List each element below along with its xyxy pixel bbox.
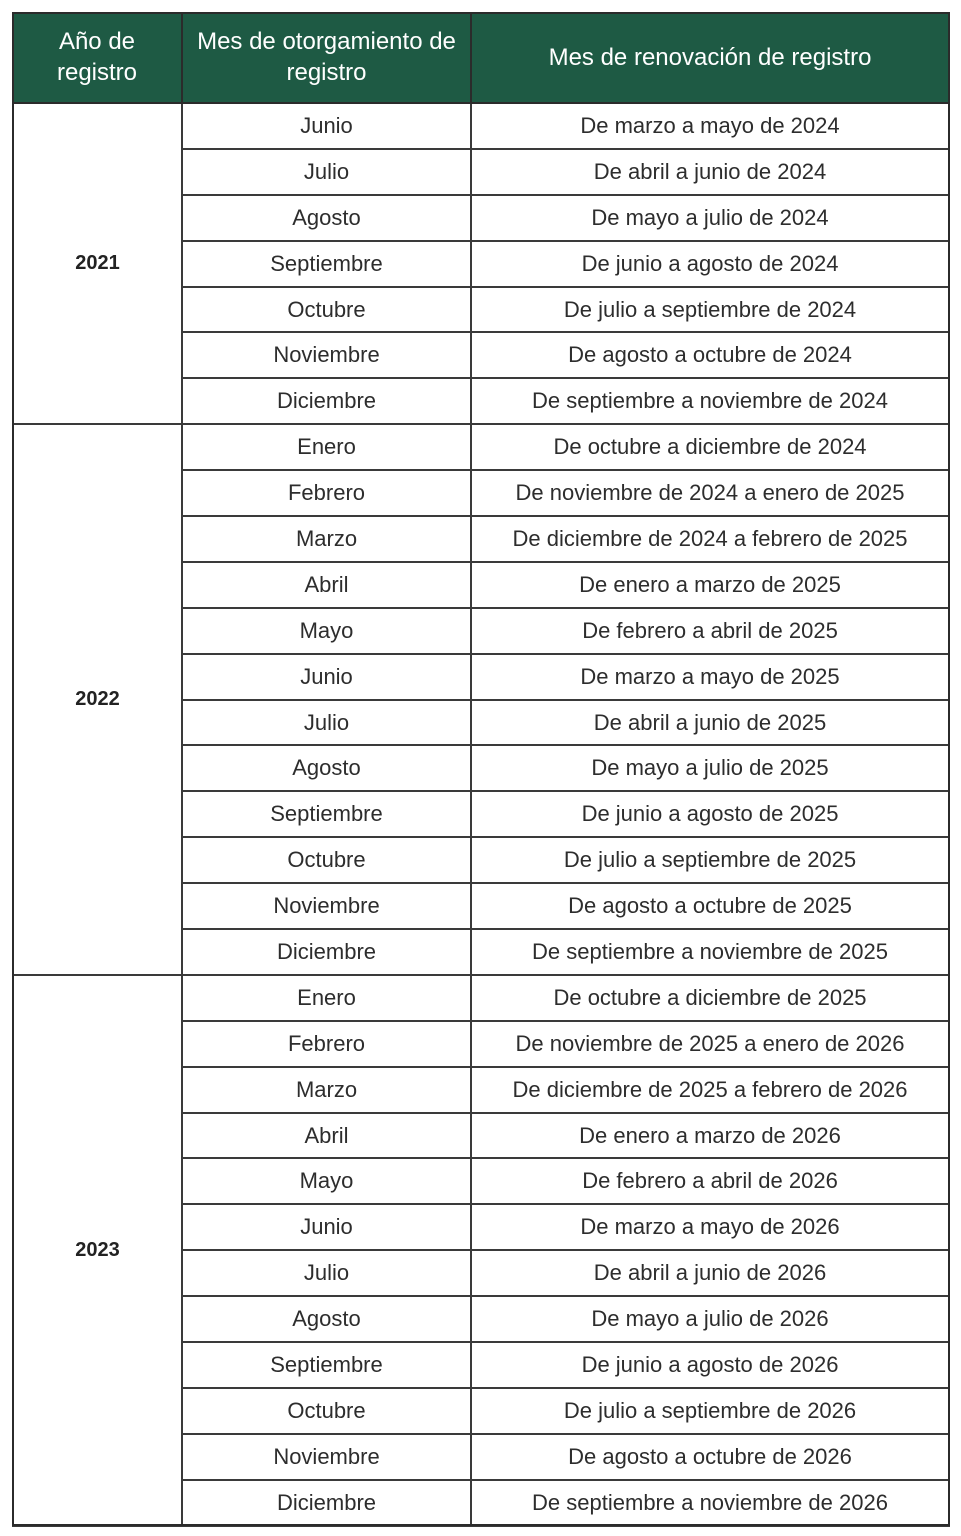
grant-month-cell: Agosto [182, 1296, 471, 1342]
grant-month-cell: Abril [182, 1113, 471, 1159]
grant-month-cell: Septiembre [182, 1342, 471, 1388]
grant-month-cell: Diciembre [182, 1480, 471, 1526]
renewal-period-cell: De abril a junio de 2026 [471, 1250, 949, 1296]
renewal-period-cell: De marzo a mayo de 2024 [471, 103, 949, 149]
renewal-period-cell: De septiembre a noviembre de 2025 [471, 929, 949, 975]
renewal-period-cell: De octubre a diciembre de 2024 [471, 424, 949, 470]
renewal-period-cell: De marzo a mayo de 2025 [471, 654, 949, 700]
header-renewal-month: Mes de renovación de registro [471, 12, 949, 103]
year-cell: 2023 [13, 975, 182, 1526]
year-cell: 2021 [13, 103, 182, 424]
renewal-period-cell: De julio a septiembre de 2024 [471, 287, 949, 333]
grant-month-cell: Junio [182, 654, 471, 700]
grant-month-cell: Junio [182, 103, 471, 149]
header-year: Año de registro [13, 12, 182, 103]
renewal-period-cell: De noviembre de 2025 a enero de 2026 [471, 1021, 949, 1067]
grant-month-cell: Noviembre [182, 883, 471, 929]
grant-month-cell: Mayo [182, 1158, 471, 1204]
grant-month-cell: Septiembre [182, 241, 471, 287]
renewal-period-cell: De agosto a octubre de 2026 [471, 1434, 949, 1480]
grant-month-cell: Julio [182, 700, 471, 746]
renewal-period-cell: De abril a junio de 2024 [471, 149, 949, 195]
renewal-period-cell: De mayo a julio de 2026 [471, 1296, 949, 1342]
grant-month-cell: Octubre [182, 287, 471, 333]
grant-month-cell: Abril [182, 562, 471, 608]
renewal-period-cell: De abril a junio de 2025 [471, 700, 949, 746]
grant-month-cell: Marzo [182, 516, 471, 562]
renewal-period-cell: De mayo a julio de 2024 [471, 195, 949, 241]
renewal-period-cell: De enero a marzo de 2026 [471, 1113, 949, 1159]
renewal-period-cell: De junio a agosto de 2026 [471, 1342, 949, 1388]
renewal-period-cell: De noviembre de 2024 a enero de 2025 [471, 470, 949, 516]
grant-month-cell: Noviembre [182, 1434, 471, 1480]
renewal-schedule-table [12, 12, 950, 1527]
table-body [13, 103, 949, 1526]
renewal-period-cell: De mayo a julio de 2025 [471, 745, 949, 791]
grant-month-cell: Enero [182, 424, 471, 470]
grant-month-cell: Febrero [182, 470, 471, 516]
renewal-period-cell: De enero a marzo de 2025 [471, 562, 949, 608]
renewal-period-cell: De junio a agosto de 2025 [471, 791, 949, 837]
grant-month-cell: Marzo [182, 1067, 471, 1113]
renewal-period-cell: De marzo a mayo de 2026 [471, 1204, 949, 1250]
renewal-period-cell: De diciembre de 2024 a febrero de 2025 [471, 516, 949, 562]
header-grant-month: Mes de otorgamiento de registro [182, 12, 471, 103]
year-cell: 2022 [13, 424, 182, 975]
grant-month-cell: Febrero [182, 1021, 471, 1067]
renewal-period-cell: De junio a agosto de 2024 [471, 241, 949, 287]
grant-month-cell: Octubre [182, 837, 471, 883]
renewal-period-cell: De diciembre de 2025 a febrero de 2026 [471, 1067, 949, 1113]
grant-month-cell: Junio [182, 1204, 471, 1250]
grant-month-cell: Mayo [182, 608, 471, 654]
grant-month-cell: Septiembre [182, 791, 471, 837]
grant-month-cell: Julio [182, 1250, 471, 1296]
grant-month-cell: Enero [182, 975, 471, 1021]
renewal-period-cell: De octubre a diciembre de 2025 [471, 975, 949, 1021]
grant-month-cell: Agosto [182, 195, 471, 241]
grant-month-cell: Diciembre [182, 378, 471, 424]
table-header [13, 12, 949, 103]
renewal-period-cell: De agosto a octubre de 2024 [471, 332, 949, 378]
grant-month-cell: Julio [182, 149, 471, 195]
renewal-period-cell: De agosto a octubre de 2025 [471, 883, 949, 929]
renewal-period-cell: De julio a septiembre de 2026 [471, 1388, 949, 1434]
renewal-period-cell: De julio a septiembre de 2025 [471, 837, 949, 883]
grant-month-cell: Noviembre [182, 332, 471, 378]
renewal-period-cell: De septiembre a noviembre de 2026 [471, 1480, 949, 1526]
grant-month-cell: Octubre [182, 1388, 471, 1434]
renewal-period-cell: De febrero a abril de 2026 [471, 1158, 949, 1204]
renewal-period-cell: De septiembre a noviembre de 2024 [471, 378, 949, 424]
grant-month-cell: Agosto [182, 745, 471, 791]
table-row [13, 424, 949, 470]
grant-month-cell: Diciembre [182, 929, 471, 975]
renewal-period-cell: De febrero a abril de 2025 [471, 608, 949, 654]
table-row [13, 103, 949, 149]
table-row [13, 975, 949, 1021]
